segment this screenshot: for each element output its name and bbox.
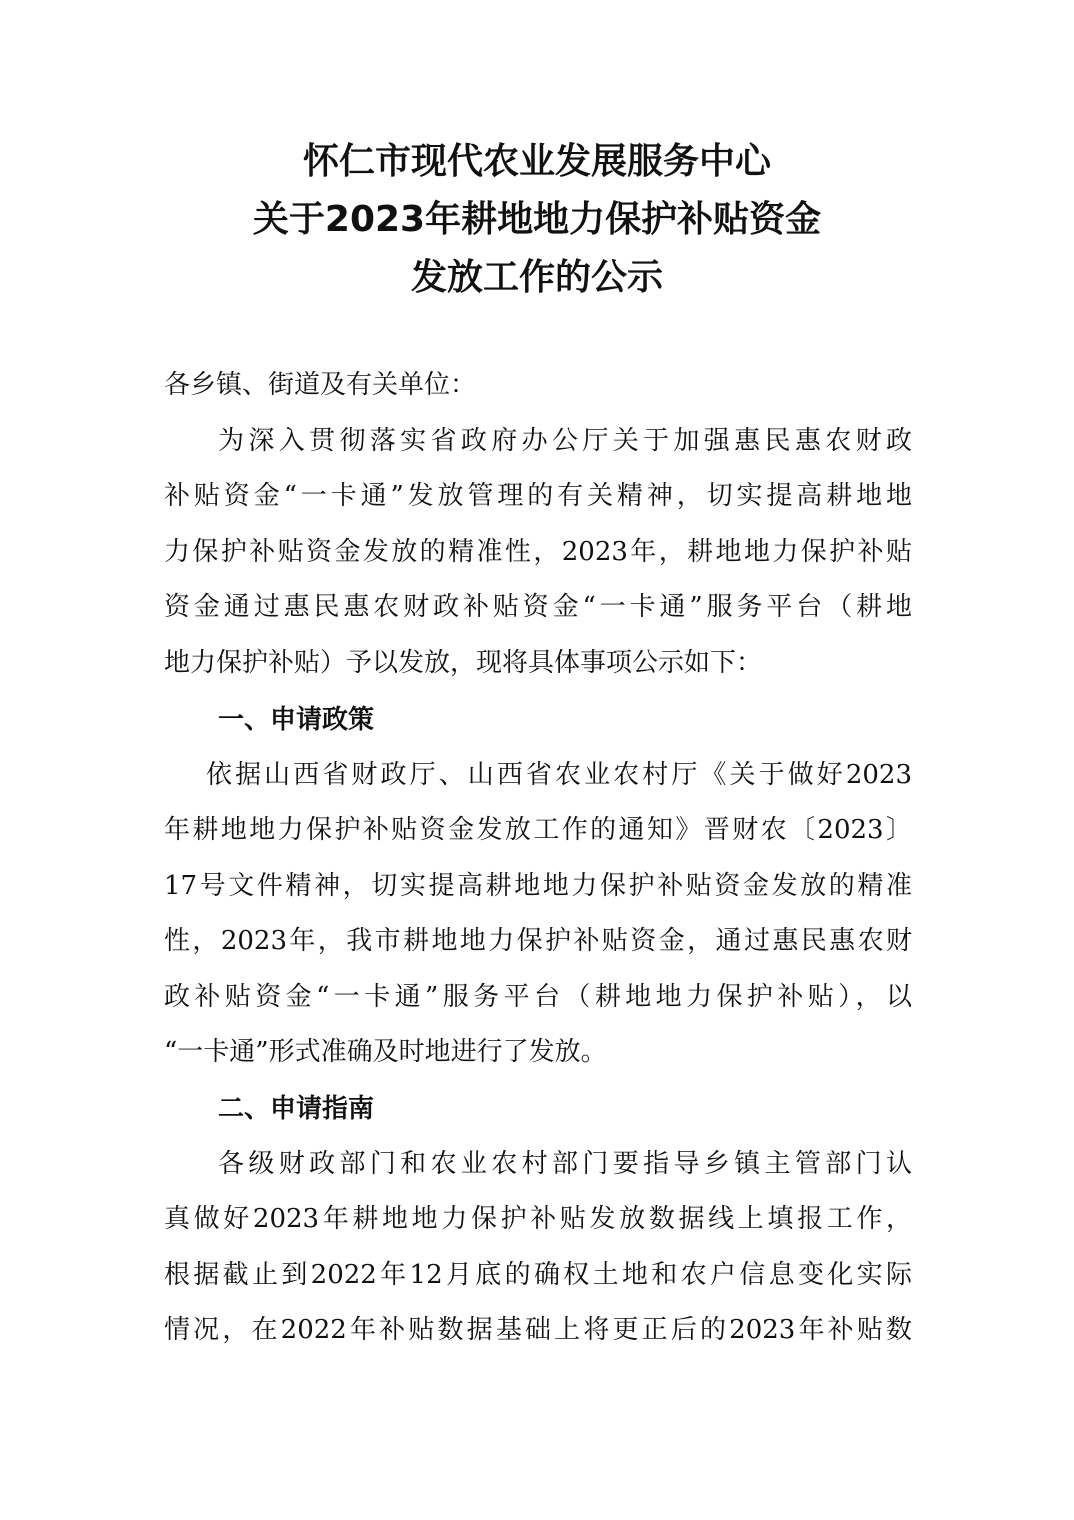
intro-line: 资金通过惠民惠农财政补贴资金“一卡通”服务平台（耕地 bbox=[164, 592, 912, 622]
section2-line: 真做好2023年耕地地力保护补贴发放数据线上填报工作， bbox=[164, 1204, 912, 1234]
section1-line: “一卡通”形式准确及时地进行了发放。 bbox=[164, 1037, 607, 1067]
intro-line: 为深入贯彻落实省政府办公厅关于加强惠民惠农财政 bbox=[218, 426, 912, 456]
intro-line: 力保护补贴资金发放的精准性，2023年，耕地地力保护补贴 bbox=[164, 537, 912, 567]
section2-line: 根据截止到2022年12月底的确权土地和农户信息变化实际 bbox=[164, 1260, 912, 1290]
title-line-3: 发放工作的公示 bbox=[410, 257, 663, 298]
section-heading-guide: 二、申请指南 bbox=[218, 1094, 375, 1124]
section1-line: 性，2023年，我市耕地地力保护补贴资金，通过惠民惠农财 bbox=[164, 926, 912, 956]
section1-line: 17号文件精神，切实提高耕地地力保护补贴资金发放的精准 bbox=[164, 871, 912, 901]
section2-line: 情况，在2022年补贴数据基础上将更正后的2023年补贴数 bbox=[164, 1315, 912, 1345]
section1-line: 依据山西省财政厅、山西省农业农村厅《关于做好2023 bbox=[206, 760, 912, 790]
section1-line: 年耕地地力保护补贴资金发放工作的通知》晋财农〔2023〕 bbox=[164, 815, 912, 845]
section-heading-policy: 一、申请政策 bbox=[218, 705, 375, 735]
salutation: 各乡镇、街道及有关单位： bbox=[164, 370, 477, 400]
section2-line: 各级财政部门和农业农村部门要指导乡镇主管部门认 bbox=[218, 1149, 912, 1179]
intro-line: 地力保护补贴）予以发放，现将具体事项公示如下： bbox=[164, 648, 763, 678]
title-line-2: 关于2023年耕地地力保护补贴资金 bbox=[252, 199, 822, 240]
intro-line: 补贴资金“一卡通”发放管理的有关精神，切实提高耕地地 bbox=[164, 481, 912, 511]
title-line-1: 怀仁市现代农业发展服务中心 bbox=[302, 141, 771, 182]
section1-line: 政补贴资金“一卡通”服务平台（耕地地力保护补贴），以 bbox=[164, 982, 912, 1012]
